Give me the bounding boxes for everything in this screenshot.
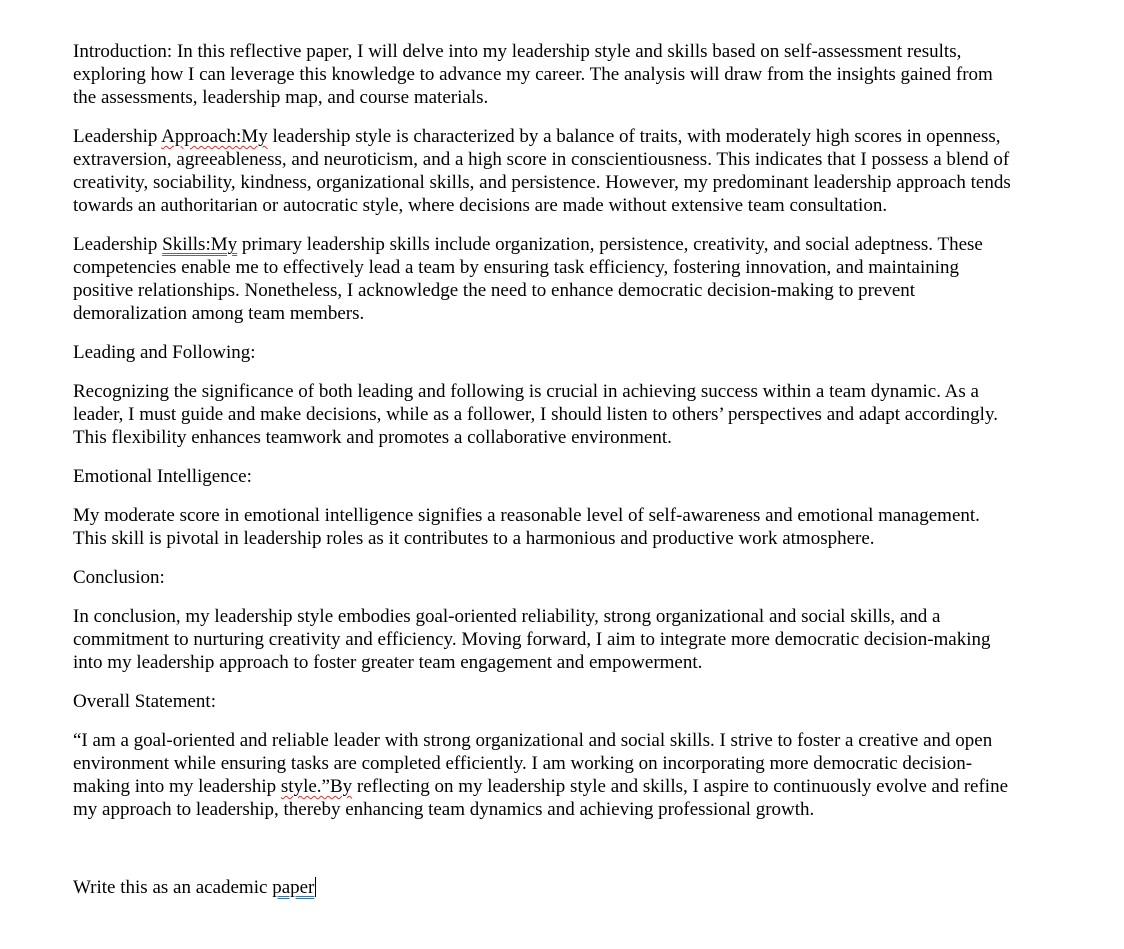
leading-following-paragraph: Recognizing the significance of both leading and following is crucial in achieving success within a team dynamic. As a leader, I must guide and make decisions, while as a follower, I should listen to others’ perspectives and adapt accordingly. This flexibility enhances teamwork and promotes a collaborative environment. [73, 381, 998, 448]
emotional-intelligence-heading: Emotional Intelligence: [73, 466, 252, 487]
leadership-skills-paragraph [73, 233, 1013, 325]
grammar-flag-skills[interactable]: Skills:My [162, 234, 238, 255]
conclusion-paragraph: In conclusion, my leadership style embodies goal-oriented reliability, strong organizational and social skills, and a commitment to nurturing creativity and efficiency. Moving forward, I aim to integrate more democratic decision-making into my leadership approach to foster greater team engagement and empowerment. [73, 606, 991, 673]
leading-following-heading: Leading and Following: [73, 342, 256, 363]
approach-lead: Leadership [73, 126, 162, 147]
blank-line [73, 837, 1013, 876]
document-page[interactable] [73, 40, 1013, 915]
text-cursor [315, 877, 316, 897]
spelling-flag-approach[interactable]: Approach:My [161, 126, 268, 147]
emotional-intelligence-paragraph: My moderate score in emotional intelligence signifies a reasonable level of self-awareness and emotional management. This skill is pivotal in leadership roles as it contributes to a harmonious and productive work atmosphere. [73, 505, 980, 549]
intro-paragraph: Introduction: In this reflective paper, I will delve into my leadership style and skills based on self-assessment results, exploring how I can leverage this knowledge to advance my career. The analysis will draw from the insights gained from the assessments, leadership map, and course materials. [73, 41, 993, 108]
grammar-flag-paper[interactable]: paper [272, 877, 315, 898]
leadership-approach-paragraph [73, 125, 1013, 217]
skills-lead: Leadership [73, 234, 163, 255]
skills-rest: primary leadership skills include organization, persistence, creativity, and social adeptness. These competencies enable me to effectively lead a team by ensuring task efficiency, fostering innovation, and maintaining positive relationships. Nonetheless, I acknowledge the need to enhance democratic decision-making to prevent demoralization among team members. [73, 234, 983, 324]
overall-statement-paragraph [73, 729, 1013, 821]
spelling-flag-style[interactable]: style.”By [280, 776, 353, 797]
overall-lead: “I am a goal-oriented and reliable leader with strong organizational and social skills. I strive to foster a creative and open environment while ensuring tasks are completed efficiently. I am working on incorporating more democratic decision-making into my leadership [73, 730, 993, 797]
prompt-lead: Write this as an academic [73, 877, 273, 898]
overall-statement-heading: Overall Statement: [73, 691, 216, 712]
prompt-line[interactable] [73, 876, 1013, 899]
conclusion-heading: Conclusion: [73, 567, 165, 588]
approach-rest: leadership style is characterized by a balance of traits, with moderately high scores in openness, extraversion, agreeableness, and neuroticism, and a high score in conscientiousness. This indicates that I possess a blend of creativity, sociability, kindness, organizational skills, and persistence. However, my predominant leadership approach tends towards an authoritarian or autocratic style, where decisions are made without extensive team consultation. [73, 126, 1011, 216]
overall-rest: reflecting on my leadership style and skills, I aspire to continuously evolve and refine my approach to leadership, thereby enhancing team dynamics and achieving professional growth. [73, 776, 1009, 820]
